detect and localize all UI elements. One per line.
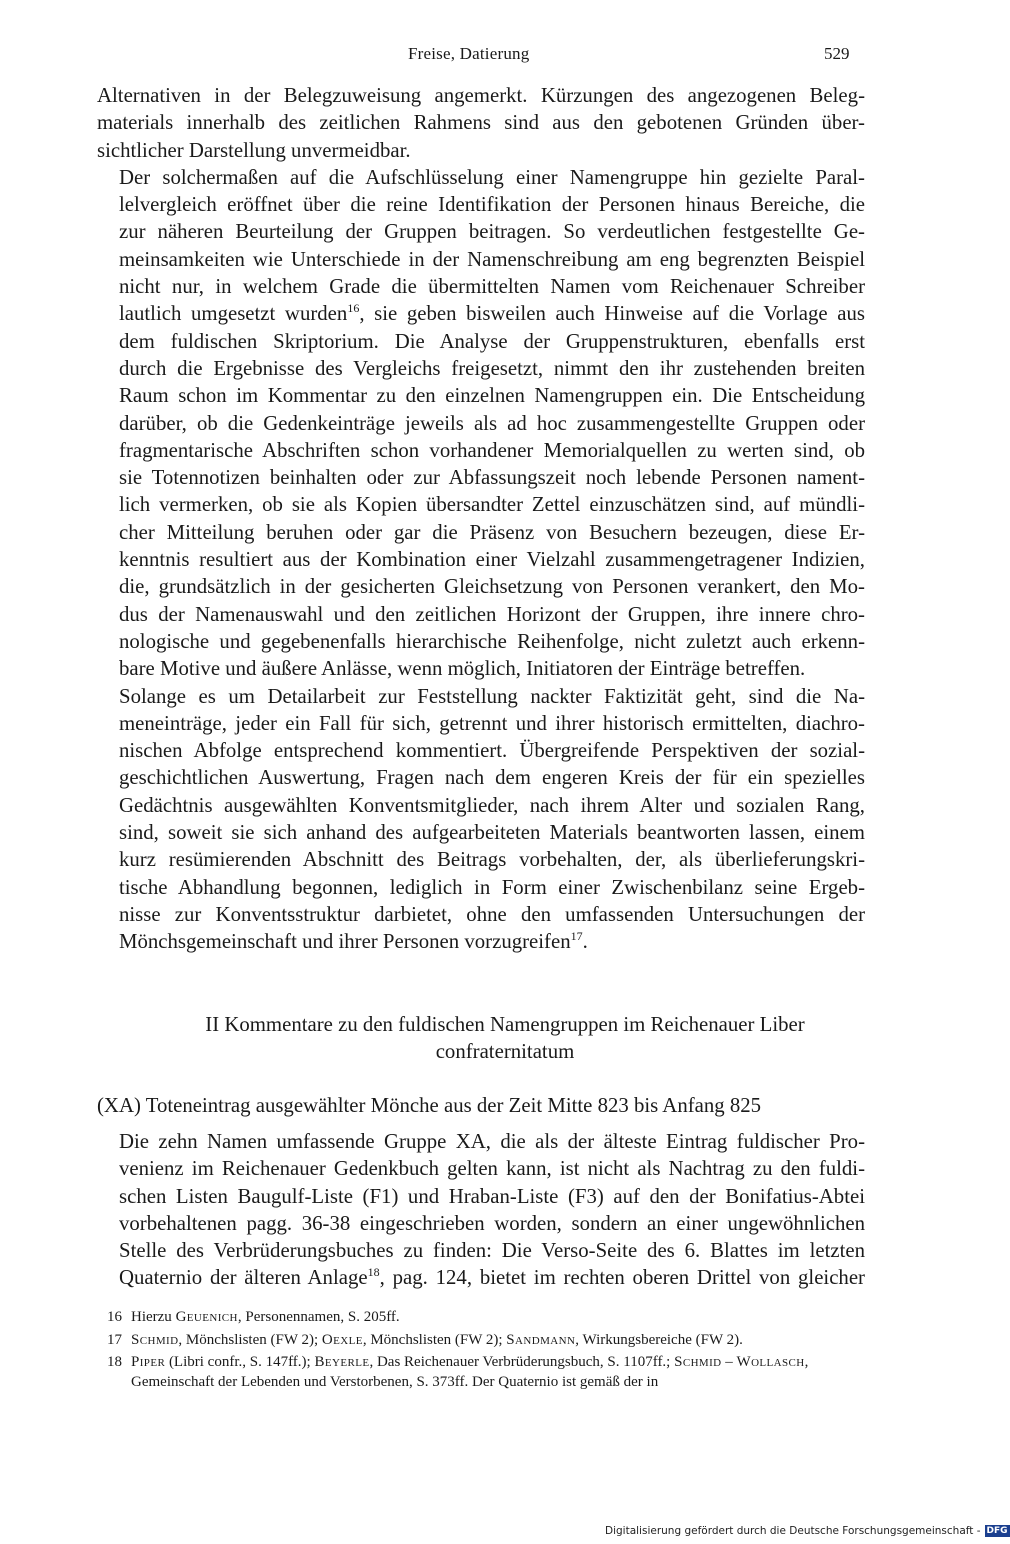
text-line: lelvergleich eröffnet über die reine Identifikation der Personen hinaus Bereiche, die [119,193,865,217]
digitization-credit [605,1525,1010,1537]
text-line: materials innerhalb des zeitlichen Rahmens sind aus den gebotenen Gründen über- [97,111,865,135]
text-line: cher Mitteilung beruhen oder gar die Präsenz von Besuchern bezeugen, diese Er- [119,520,865,544]
text-line: Stelle des Verbrüderungsbuches zu finden: Die Verso-Seite des 6. Blattes im letzten [119,1239,865,1263]
author-name: Geuenich [175,1309,238,1325]
text-line: nologische und gegebenenfalls hierarchische Reihenfolge, nicht zuletzt auch erkenn- [119,629,865,653]
text-line: dus der Namenauswahl und den zeitlichen Horizont der Gruppen, ihre innere chro- [119,602,865,626]
text-line: kenntnis resultiert aus der Kombination einer Vielzahl zusammengetragener Indizien, [119,548,865,572]
section-heading-line: II Kommentare zu den fuldischen Namengruppen im Reichenauer Liber [205,1013,805,1036]
footnote-ref: 18 [367,1265,380,1280]
text-line: bare Motive und äußere Anlässe, wenn möglich, Initiatoren der Einträge betreffen. [119,657,806,681]
paragraph [97,164,865,683]
section-heading [97,1011,913,1065]
text-line: lich vermerken, ob sie als Kopien übersandter Zettel einzuschätzen sind, auf mündli- [119,493,865,517]
text-line: Die zehn Namen umfassende Gruppe XA, die als der älteste Eintrag fuldischer Pro- [119,1130,865,1153]
text-line: darüber, ob die Gedenkeinträge jeweils als ad hoc zusammengestellte Gruppen oder [119,411,865,435]
text-line: geschichtlichen Auswertung, Fragen nach dem engeren Kreis der für ein spezielles [119,766,865,790]
main-text [97,82,865,956]
author-name: Piper [131,1354,166,1370]
paragraph [97,683,865,956]
text-line: lautlich umgesetzt wurden$^{16}$, sie geben bisweilen auch Hinweise auf die Vorlage aus [119,301,865,326]
text-line: schen Listen Baugulf-Liste (F1) und Hraban-Liste (F3) auf den der Bonifatius-Abtei [119,1184,865,1208]
dfg-logo: DFG [986,1526,1008,1536]
footnote-number: 17 [107,1331,122,1348]
section-heading-line: confraternitatum [435,1040,575,1063]
credit-text: Digitalisierung gefördert durch die Deutsche Forschungsgemeinschaft - [605,1525,981,1537]
author-name: Sandmann [506,1331,576,1348]
page-header [0,44,1000,70]
text-line: Solange es um Detailarbeit zur Feststellung nackter Faktizität geht, sind die Na- [119,684,865,708]
footnotes [107,1308,867,1395]
author-name: Schmid [131,1331,179,1348]
running-title: Freise, Datierung [408,44,530,63]
author-name: Schmid [674,1354,722,1370]
paragraph [97,1128,865,1292]
footnote-number: 16 [107,1309,122,1325]
footnote [107,1308,867,1328]
text-line: nicht nur, in welchem Grade die übermittelten Namen vom Reichenauer Schreiber [119,275,865,299]
footnote-text: Hierzu Geuenich, Personennamen, S. 205ff. [131,1309,400,1325]
author-name: Beyerle [314,1354,370,1370]
text-line: Raum schon im Kommentar zu den einzelnen Namengruppen ein. Die Entscheidung [119,384,865,408]
text-line: fragmentarische Abschriften schon vorhandener Memorialquellen zu werten sind, ob [119,438,865,462]
text-line: dem fuldischen Skriptorium. Die Analyse der Gruppenstrukturen, ebenfalls erst [119,329,865,353]
footnote [107,1353,867,1392]
text-line: kurz resümierenden Abschnitt des Beitrags vorbehalten, der, als überlieferungskri- [119,848,865,872]
footnote-ref: 17 [570,929,583,944]
footnote-ref: 16 [347,301,360,316]
text-line: Gedächtnis ausgewählten Konventsmitglieder, nach ihrem Alter und sozialen Rang, [119,793,865,817]
footnote-text: Piper (Libri confr., S. 147ff.); Beyerle, Das Reichenauer Verbrüderungsbuch, S. 1107ff.; Schmid – Wollasch, Gemeinschaft der Lebenden und Verstorbenen, S. 373ff. Der Quaternio ist gemäß der in [131,1354,809,1390]
subheading: (XA) Toteneintrag ausgewählter Mönche aus der Zeit Mitte 823 bis Anfang 825 [97,1094,762,1117]
author-name: Oexle [321,1331,363,1348]
text-line: sind, soweit sie sich anhand des aufgearbeiteten Materials beantworten lassen, einem [119,821,865,845]
text-line: Alternativen in der Belegzuweisung angemerkt. Kürzungen des angezogenen Beleg- [97,84,865,107]
footnote-number: 18 [107,1354,122,1370]
text-line: Mönchsgemeinschaft und ihrer Personen vorzugreifen$^{17}$. [119,929,588,954]
text-line: tische Abhandlung begonnen, lediglich in Form einer Zwischenbilanz seine Ergeb- [119,875,865,899]
footnote [107,1331,867,1351]
text-line: meneinträge, jeder ein Fall für sich, getrennt und ihrer historisch ermittelten, diachro- [119,711,865,735]
text-line: meinsamkeiten wie Unterschiede in der Namenschreibung am eng begrenzten Beispiel [119,247,865,271]
footnote-text: Schmid, Mönchslisten (FW 2); Oexle, Mönchslisten (FW 2); Sandmann, Wirkungsbereiche (FW 2). [131,1331,743,1348]
text-line: vorbehaltenen pagg. 36-38 eingeschrieben worden, sondern an einer ungewöhnlichen [119,1211,865,1235]
text-line: nisse zur Konventsstruktur darbietet, ohne den umfassenden Untersuchungen der [119,902,865,926]
author-name: Wollasch [736,1354,805,1370]
paragraph-xa [97,1128,865,1292]
page-number: 529 [824,44,850,63]
text-line: Quaternio der älteren Anlage$^{18}$, pag. 124, bietet im rechten oberen Drittel von gleicher [119,1265,865,1290]
text-line: sichtlicher Darstellung unvermeidbar. [97,138,411,162]
text-line: venienz im Reichenauer Gedenkbuch gelten kann, ist nicht als Nachtrag zu den fuldi- [119,1157,865,1181]
text-line: durch die Ergebnisse des Vergleichs freigesetzt, nimmt den ihr zustehenden breiten [119,356,865,380]
text-line: zur näheren Beurteilung der Gruppen beitragen. So verdeutlichen festgestellte Ge- [119,220,865,244]
text-line: die, grundsätzlich in der gesicherten Gleichsetzung von Personen verankert, den Mo- [119,575,865,599]
text-line: Der solchermaßen auf die Aufschlüsselung einer Namengruppe hin gezielte Paral- [119,165,865,189]
text-line: sie Totennotizen beinhalten oder zur Abfassungszeit noch lebende Personen nament- [119,466,865,490]
paragraph [97,82,865,164]
text-line: nischen Abfolge entsprechend kommentiert. Übergreifende Perspektiven der sozial- [119,739,865,763]
